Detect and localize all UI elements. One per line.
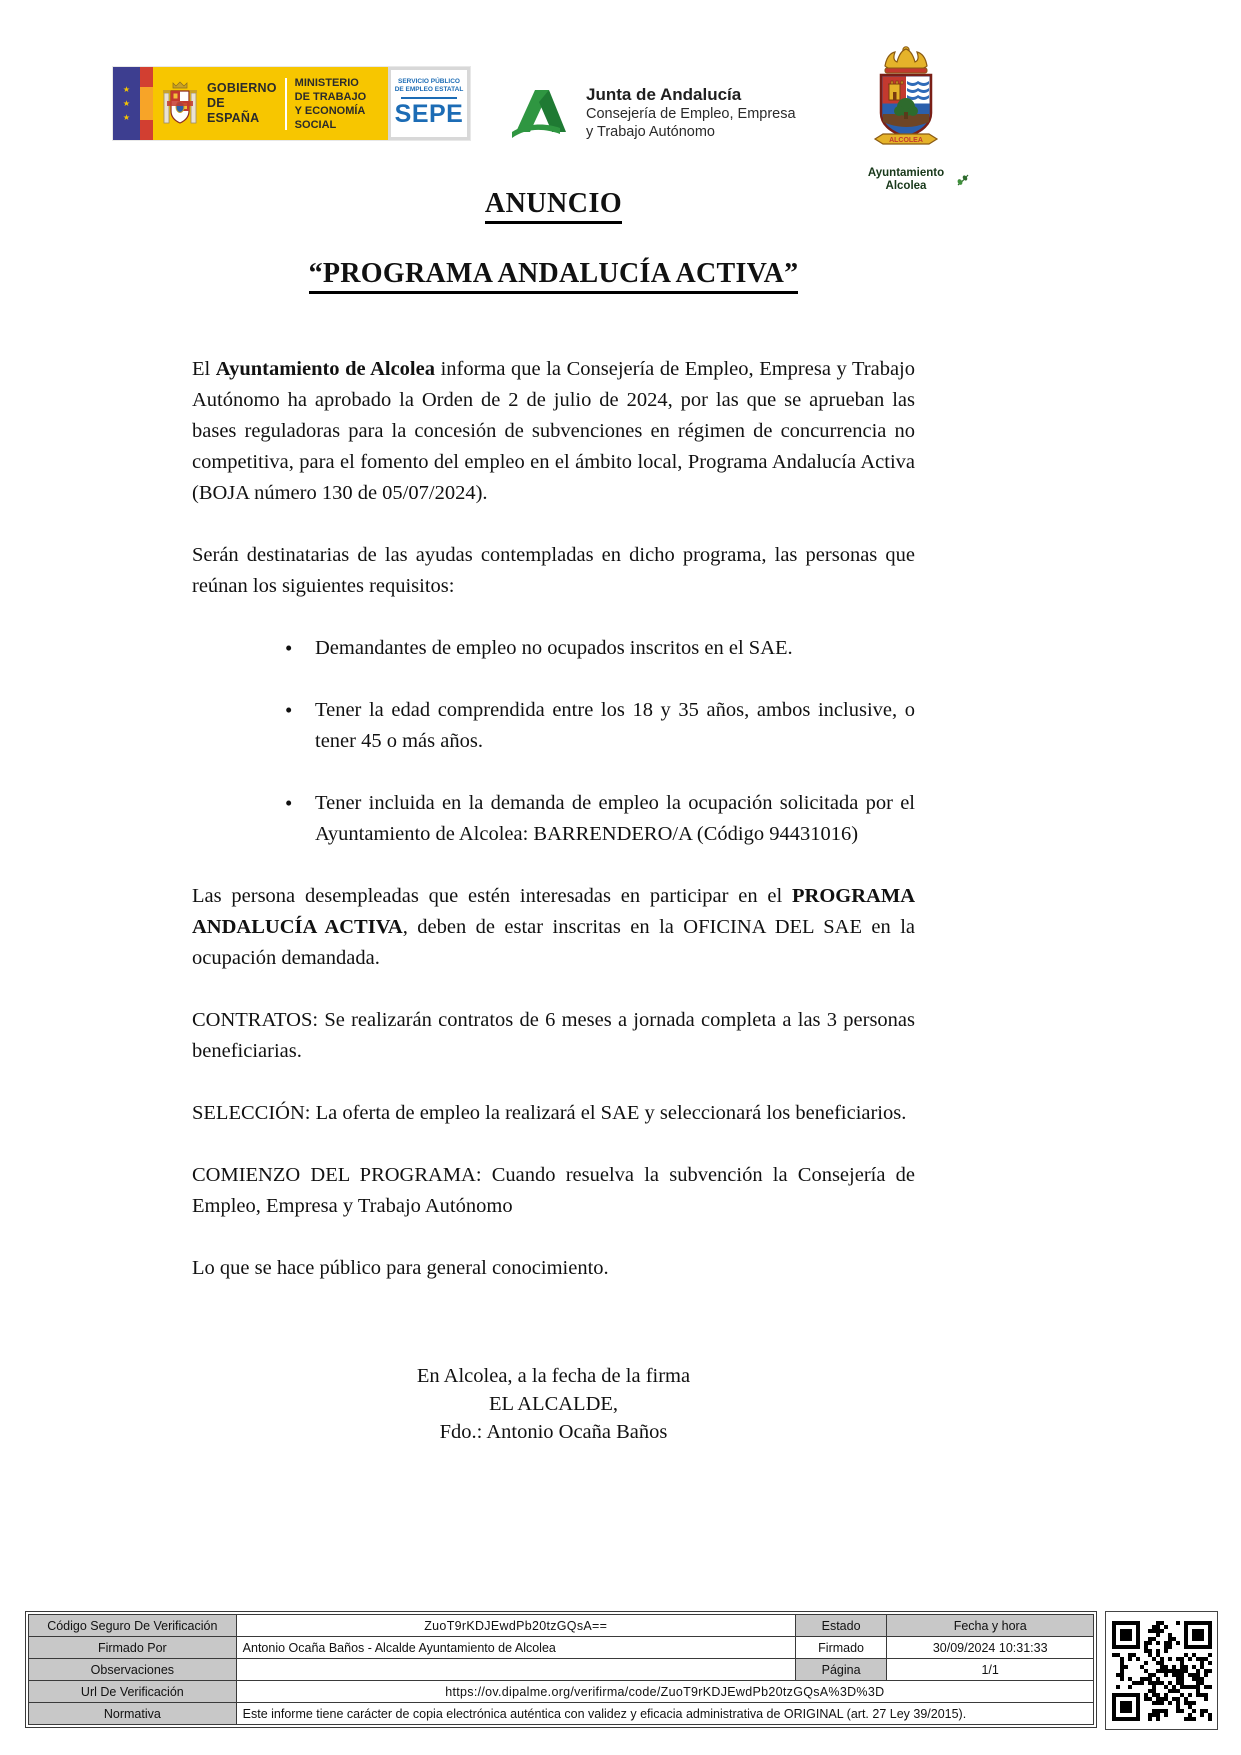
table-row	[29, 1659, 1094, 1681]
junta-andalucia-logo	[508, 84, 796, 142]
observaciones-label: Observaciones	[29, 1659, 237, 1681]
url-value: https://ov.dipalme.org/verifirma/code/ZuoT9rKDJEwdPb20tzGQsA%3D%3D	[236, 1681, 1093, 1703]
list-item: • Tener incluida en la demanda de empleo la ocupación solicitada por el Ayuntamiento de Alcolea: BARRENDERO/A (Código 94431016)	[285, 788, 915, 850]
paragraph-comienzo: COMIENZO DEL PROGRAMA: Cuando resuelva la subvención la Consejería de Empleo, Empresa y Trabajo Autónomo	[192, 1164, 915, 1217]
verification-table-frame	[25, 1611, 1097, 1728]
paragraph-publico: Lo que se hace público para general conocimiento.	[192, 1257, 609, 1279]
header	[0, 0, 1241, 200]
alcolea-shield-icon	[867, 44, 945, 160]
sepe-logo	[388, 67, 470, 140]
sepe-small-text: SERVICIO PÚBLICO DE EMPLEO ESTATAL	[394, 78, 464, 93]
gobierno-espana-logo	[113, 67, 470, 140]
signature-block	[192, 1362, 915, 1446]
normativa-label: Normativa	[29, 1703, 237, 1725]
paragraph-contratos: CONTRATOS: Se realizarán contratos de 6 meses a jornada completa a las 3 personas beneficiarias.	[192, 1009, 915, 1062]
qr-code	[1105, 1611, 1218, 1730]
junta-subtitle-1: Consejería de Empleo, Empresa	[586, 106, 796, 122]
estado-value: Firmado	[795, 1637, 887, 1659]
paragraph-inscripcion: Las persona desempleadas que estén interesadas en participar en el PROGRAMA ANDALUCÍA ACTIVA, deben de estar inscritas en la OFICINA DEL SAE en la ocupación demandada.	[192, 885, 915, 969]
ministerio-text: MINISTERIO DE TRABAJO Y ECONOMÍA SOCIAL	[294, 76, 367, 131]
pagina-label: Página	[795, 1659, 887, 1681]
alcolea-caption: Ayuntamiento Alcolea	[854, 167, 958, 193]
normativa-value: Este informe tiene carácter de copia electrónica auténtica con validez y eficacia administrativa de ORIGINAL (art. 27 Ley 39/2015).	[236, 1703, 1093, 1725]
csv-value: ZuoT9rKDJEwdPb20tzGQsA==	[236, 1615, 795, 1637]
alcolea-coat-of-arms	[854, 44, 958, 193]
document-body	[192, 188, 915, 1446]
paragraph-intro: El Ayuntamiento de Alcolea informa que la Consejería de Empleo, Empresa y Trabajo Autónomo ha aprobado la Orden de 2 de julio de 2024, por las que se aprueban las bases reguladoras para la concesión de subvenciones en régimen de concurrencia no competitiva, para el fomento del empleo en el ámbito local, Programa Andalucía Activa (BOJA número 130 de 05/07/2024).	[192, 358, 915, 504]
fecha-label: Fecha y hora	[887, 1615, 1094, 1637]
observaciones-value	[236, 1659, 795, 1681]
bold-programa: PROGRAMA ANDALUCÍA ACTIVA	[192, 885, 915, 938]
pagina-value: 1/1	[887, 1659, 1094, 1681]
firmado-por-label: Firmado Por	[29, 1637, 237, 1659]
table-row	[29, 1703, 1094, 1725]
firmado-por-value: Antonio Ocaña Baños - Alcalde Ayuntamiento de Alcolea	[236, 1637, 795, 1659]
requirements-list	[285, 633, 915, 850]
signature-role: EL ALCALDE,	[488, 1393, 619, 1415]
list-item: • Demandantes de empleo no ocupados inscritos en el SAE.	[285, 633, 915, 664]
page-subtitle: “PROGRAMA ANDALUCÍA ACTIVA”	[192, 258, 915, 294]
olive-branch-icon	[956, 173, 970, 187]
table-row	[29, 1615, 1094, 1637]
signature-name: Fdo.: Antonio Ocaña Baños	[439, 1421, 668, 1443]
spain-coat-of-arms-icon	[161, 79, 199, 129]
junta-subtitle-2: y Trabajo Autónomo	[586, 124, 715, 140]
sepe-wordmark: SEPE	[394, 100, 464, 128]
signature-place: En Alcolea, a la fecha de la firma	[416, 1365, 691, 1387]
eu-stars-strip-icon: ★ ★ ★	[113, 67, 140, 140]
svg-text:ALCOLEA: ALCOLEA	[889, 137, 923, 144]
csv-label: Código Seguro De Verificación	[29, 1615, 237, 1637]
table-row	[29, 1637, 1094, 1659]
bold-ayuntamiento: Ayuntamiento de Alcolea	[215, 358, 435, 380]
gobierno-text: GOBIERNO DE ESPAÑA	[207, 81, 277, 125]
verification-table	[28, 1614, 1094, 1725]
paragraph-requisitos: Serán destinatarias de las ayudas contempladas en dicho programa, las personas que reúnan los siguientes requisitos:	[192, 544, 915, 597]
url-label: Url De Verificación	[29, 1681, 237, 1703]
list-item: • Tener la edad comprendida entre los 18 y 35 años, ambos inclusive, o tener 45 o más años.	[285, 695, 915, 757]
divider	[285, 78, 287, 130]
page-title: ANUNCIO	[192, 188, 915, 224]
junta-title: Junta de Andalucía	[586, 85, 742, 104]
fecha-value: 30/09/2024 10:31:33	[887, 1637, 1094, 1659]
spain-flag-stripe-icon	[140, 67, 153, 140]
paragraph-seleccion: SELECCIÓN: La oferta de empleo la realizará el SAE y seleccionará los beneficiarios.	[192, 1102, 907, 1124]
junta-andalucia-a-icon	[508, 84, 570, 142]
table-row	[29, 1681, 1094, 1703]
estado-label: Estado	[795, 1615, 887, 1637]
sepe-rule	[401, 97, 457, 99]
